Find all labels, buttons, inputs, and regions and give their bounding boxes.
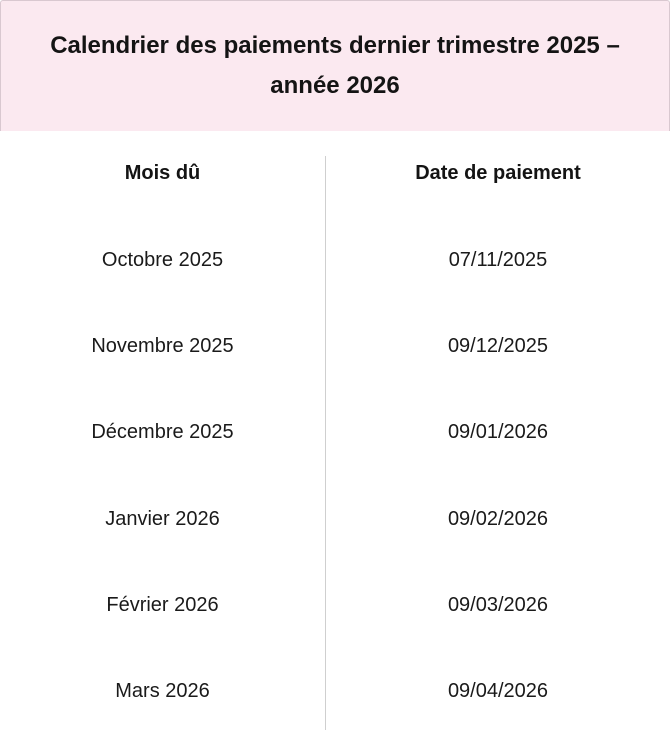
month-due-cell: Janvier 2026 xyxy=(105,508,220,530)
payment-date-cell: 09/04/2026 xyxy=(447,680,549,702)
month-due-cell: Octobre 2025 xyxy=(101,249,224,271)
column-header-payment-date: Date de paiement xyxy=(415,162,581,184)
table-header-row xyxy=(0,153,670,193)
month-due-cell: Décembre 2025 xyxy=(91,421,234,443)
payment-date-cell: 07/11/2025 xyxy=(448,249,548,271)
table-row xyxy=(0,585,670,625)
table-row xyxy=(0,499,670,539)
month-due-cell: Novembre 2025 xyxy=(91,335,234,357)
payment-date-cell: 09/01/2026 xyxy=(447,421,549,443)
table-header-banner xyxy=(0,0,670,131)
table-row xyxy=(0,671,670,711)
month-due-cell: Février 2026 xyxy=(106,594,219,616)
column-header-month-due: Mois dû xyxy=(124,162,201,184)
payment-date-cell: 09/02/2026 xyxy=(447,508,549,530)
table-row xyxy=(0,412,670,452)
page-title: Calendrier des paiements dernier trimestre 2025 – année 2026 xyxy=(50,32,620,99)
table-row xyxy=(0,326,670,366)
table-row xyxy=(0,240,670,280)
month-due-cell: Mars 2026 xyxy=(115,680,210,702)
payment-date-cell: 09/12/2025 xyxy=(447,335,549,357)
payment-date-cell: 09/03/2026 xyxy=(447,594,549,616)
